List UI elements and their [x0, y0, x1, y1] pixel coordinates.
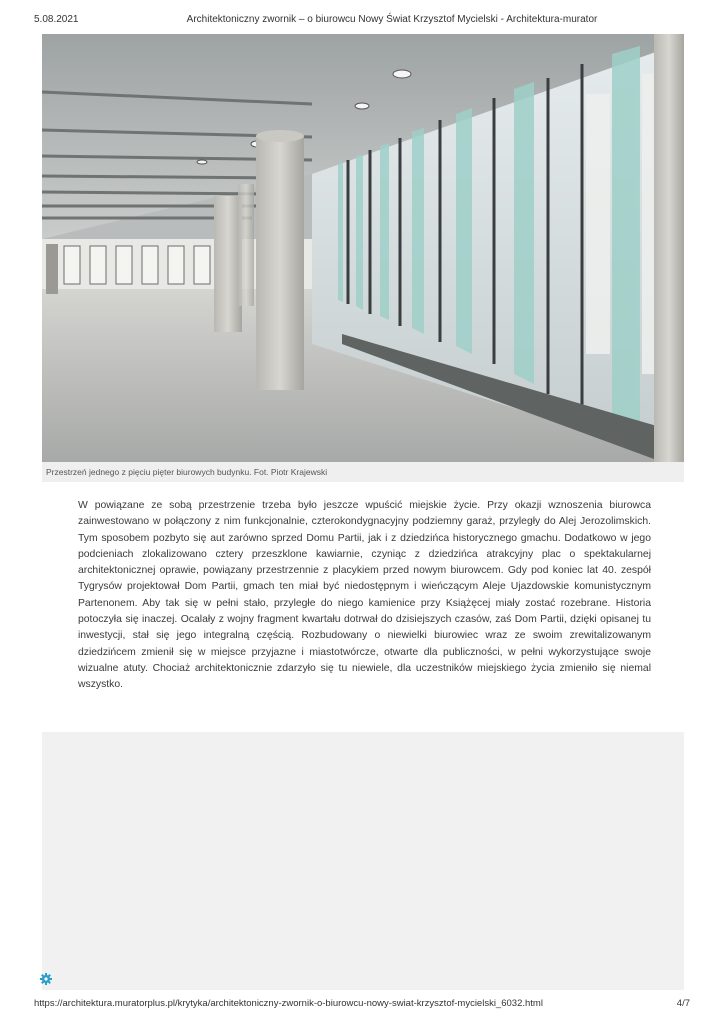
print-page-title: Architektoniczny zwornik – o biurowcu Nowy Świat Krzysztof Mycielski - Architektura-murator — [186, 14, 598, 25]
print-footer — [34, 998, 690, 1010]
photo-caption: Przestrzeń jednego z pięciu pięter biurowych budynku. Fot. Piotr Krajewski — [42, 462, 684, 482]
print-url: https://architektura.muratorplus.pl/krytyka/architektoniczny-zwornik-o-biurowcu-nowy-swiat-krzysztof-mycielski_6032.html — [34, 998, 543, 1009]
article-photo — [42, 34, 684, 462]
ad-placeholder[interactable] — [42, 732, 684, 990]
page-indicator: 4/7 — [676, 998, 690, 1009]
print-header — [34, 14, 690, 28]
gear-icon[interactable] — [40, 972, 52, 984]
print-date: 5.08.2021 — [34, 14, 79, 25]
article-paragraph: W powiązane ze sobą przestrzenie trzeba było jeszcze wpuścić miejskie życie. Przy okazji wznoszenia biurowca zainwestowano w połączony z nim funkcjonalnie, czterokondygnacyjny podziemny garaż, przyległy do Alej Jerozolimskich. Tym sposobem pozbyto się aut zarówno sprzed Domu Partii, jak i z dziedzińca historycznego gmachu. Dodatkowo w jego podcieniach zlokalizowano cztery przeszklone kawiarnie, czyniąc z dziedzińca atrakcyjny plac o spektakularnej architektonicznej oprawie, powiązany przestrzennie z placykiem przed nowym biurowcem. Gdy pod koniec lat 40. zespół Tygrysów projektował Dom Partii, gmach ten miał być niedostępnym i wieńczącym Aleje Ujazdowskie komunistycznym Partenonem. Aby tak się w pełni stało, przyległe do niego kamienice przy Książęcej miały zostać rozebrane. Historia potoczyła się inaczej. Ocalały z wojny fragment kwartału dotrwał do dzisiejszych czasów, zaś Dom Partii, dzięki opisanej tu inwestycji, stał się jego integralną częścią. Rozbudowany o niewielki biurowiec wraz ze swoim zrewitalizowanym dziedzińcem zmienił się w miejsce przyjazne i miastotwórcze, otwarte dla publiczności, w pełni wykorzystujące swoje wizualne atuty. Chociaż architektonicznie zdarzyło się tu niewiele, dla uczestników miejskiego życia zmieniło się niemal wszystko. — [78, 500, 651, 691]
